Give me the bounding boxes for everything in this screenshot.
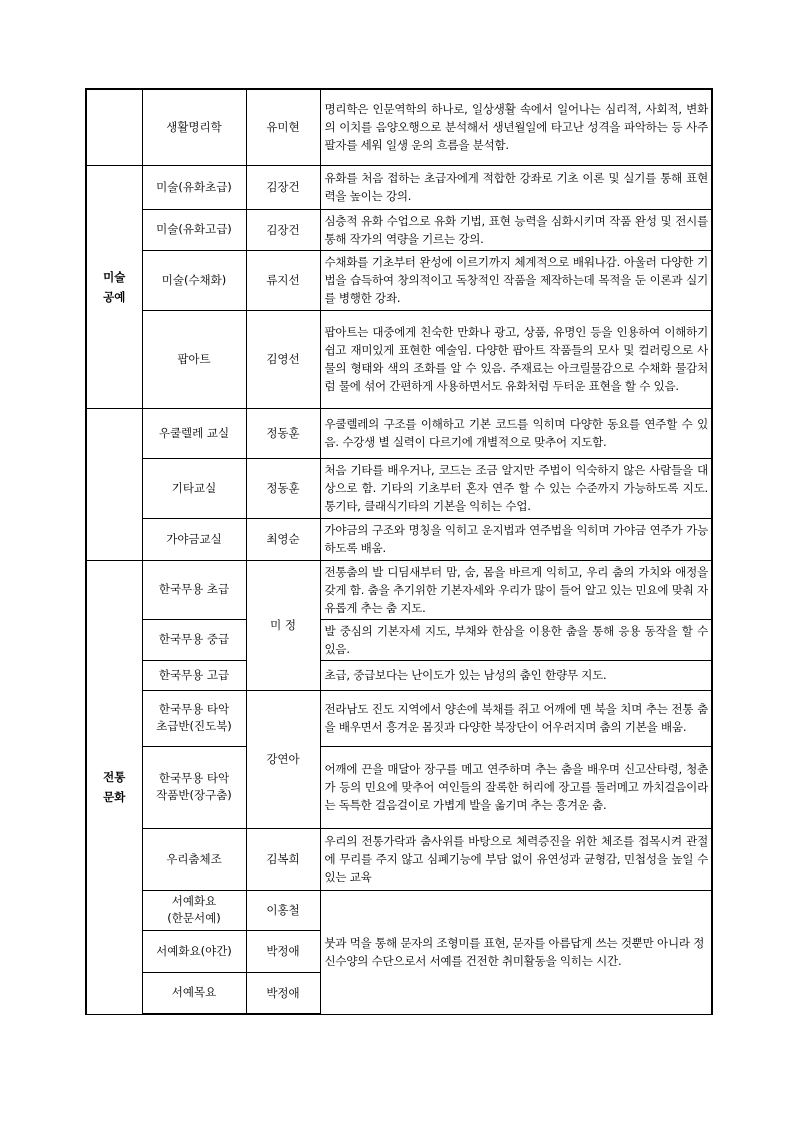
table-row [86, 209, 712, 250]
course-name [142, 746, 246, 828]
course-name: 서예목요 [142, 972, 246, 1014]
course-description: 가야금의 구조와 명칭을 익히고 운지법과 연주법을 익히며 가야금 연주가 가능하도록 배움. [320, 518, 712, 560]
course-name: 기타교실 [142, 458, 246, 518]
teacher-name: 미 정 [246, 560, 320, 690]
course-name: 우리춤체조 [142, 828, 246, 890]
course-description: 유화를 처음 접하는 초급자에게 적합한 강좌로 기초 이론 및 실기를 통해 표현력을 높이는 강의. [320, 165, 712, 209]
course-description: 전라남도 진도 지역에서 양손에 북채를 쥐고 어깨에 멘 북을 치며 추는 전통 춤을 배우면서 흥겨운 몸짓과 다양한 북장단이 어우러지며 춤의 기본을 배움. [320, 690, 712, 746]
teacher-name: 유미현 [246, 89, 320, 165]
course-description: 명리학은 인문역학의 하나로, 일상생활 속에서 일어나는 심리적, 사회적, 변화의 이치를 음양오행으로 분석해서 생년월일에 타고난 성격을 파악하는 등 사주팔자를 세워 일생 운의 흐름을 분석함. [320, 89, 712, 165]
course-name: 서예화요(야간) [142, 930, 246, 972]
course-name-line1: 한국무용 타악 [158, 771, 230, 785]
course-description: 우리의 전통가락과 춤사위를 바탕으로 체력증진을 위한 체조를 접목시켜 관절에 무리를 주지 않고 심폐기능에 부담 없이 유연성과 균형감, 민첩성을 높일 수 있는 교육 [320, 828, 712, 890]
category-label-line2: 공예 [103, 289, 126, 304]
course-name: 우쿨렐레 교실 [142, 408, 246, 458]
table-row [86, 89, 712, 165]
teacher-name: 정동훈 [246, 408, 320, 458]
table-row [86, 408, 712, 458]
course-description: 초급, 중급보다는 난이도가 있는 남성의 춤인 한량무 지도. [320, 660, 712, 690]
calligraphy-description: 붓과 먹을 통해 문자의 조형미를 표현, 문자를 아름답게 쓰는 것뿐만 아니라 정신수양의 수단으로서 서예를 건전한 취미활동을 익히는 시간. [320, 890, 712, 1014]
teacher-name: 김장건 [246, 165, 320, 209]
course-table [85, 88, 713, 1015]
teacher-name: 이홍철 [246, 890, 320, 930]
course-name [142, 690, 246, 746]
course-name-line2: 초급반(진도북) [156, 719, 232, 733]
category-cell-empty [86, 408, 142, 560]
course-name: 미술(유화고급) [142, 209, 246, 250]
category-cell-empty [86, 89, 142, 165]
table-row [86, 660, 712, 690]
course-name-line1: 한국무용 타악 [158, 702, 230, 716]
teacher-name: 최영순 [246, 518, 320, 560]
table-row [86, 458, 712, 518]
table-row [86, 310, 712, 408]
course-name: 생활명리학 [142, 89, 246, 165]
teacher-name: 김영선 [246, 310, 320, 408]
teacher-name: 강연아 [246, 690, 320, 828]
category-traditional-culture [86, 560, 142, 1014]
course-name: 한국무용 중급 [142, 619, 246, 660]
table-row [86, 690, 712, 746]
table-row [86, 619, 712, 660]
teacher-name: 김장건 [246, 209, 320, 250]
course-description: 처음 기타를 배우거나, 코드는 조금 알지만 주법이 익숙하지 않은 사람들을 대상으로 함. 기타의 기초부터 혼자 연주 할 수 있는 수준까지 가능하도록 지도. 통기타, 클래식기타의 기본을 익히는 수업. [320, 458, 712, 518]
table-row [86, 250, 712, 310]
teacher-name: 류지선 [246, 250, 320, 310]
course-description: 발 중심의 기본자세 지도, 부채와 한삼을 이용한 춤을 통해 응용 동작을 할 수 있음. [320, 619, 712, 660]
table-row [86, 518, 712, 560]
course-description: 심층적 유화 수업으로 유화 기법, 표현 능력을 심화시키며 작품 완성 및 전시를 통해 작가의 역량을 기르는 강의. [320, 209, 712, 250]
teacher-name: 박정애 [246, 972, 320, 1014]
table-row [86, 746, 712, 828]
table-row [86, 828, 712, 890]
course-name: 한국무용 고급 [142, 660, 246, 690]
course-name-line2: 작품반(장구춤) [156, 788, 232, 802]
course-name: 팝아트 [142, 310, 246, 408]
category-label-line1: 미술 [103, 269, 126, 284]
course-name-line1: 서예화요 [171, 894, 217, 908]
course-name: 가야금교실 [142, 518, 246, 560]
course-name: 미술(수채화) [142, 250, 246, 310]
course-name-line2: (한문서예) [167, 911, 221, 925]
teacher-name: 정동훈 [246, 458, 320, 518]
table-row [86, 165, 712, 209]
course-name: 미술(유화초급) [142, 165, 246, 209]
course-description: 어깨에 끈을 매달아 장구를 메고 연주하며 추는 춤을 배우며 신고산타령, 청춘가 등의 민요에 맞추어 여인들의 잘록한 허리에 장고를 둘러메고 까치걸음이라는 독특한 걸음걸이로 가볍게 발을 옮기며 추는 흥겨운 춤. [320, 746, 712, 828]
category-label-line1: 전통 [103, 770, 126, 784]
category-label-line2: 문화 [103, 790, 126, 804]
course-description: 우쿨렐레의 구조를 이해하고 기본 코드를 익히며 다양한 동요를 연주할 수 있음. 수강생 별 실력이 다르기에 개별적으로 맞추어 지도함. [320, 408, 712, 458]
category-art-craft [86, 165, 142, 408]
table-row [86, 560, 712, 619]
course-description: 전통춤의 발 디딤새부터 맘, 숨, 몸을 바르게 익히고, 우리 춤의 가치와 애정을 갖게 함. 춤을 추기위한 기본자세와 우리가 많이 들어 알고 있는 민요에 맞춰 자유롭게 추는 춤 지도. [320, 560, 712, 619]
course-name: 한국무용 초급 [142, 560, 246, 619]
course-description: 팝아트는 대중에게 친숙한 만화나 광고, 상품, 유명인 등을 인용하여 이해하기 쉽고 재미있게 표현한 예술임. 다양한 팝아트 작품들의 모사 및 컬러링으로 사물의 형태와 색의 조화를 알 수 있음. 주재료는 아크릴물감으로 수채화 물감처럼 물에 섞어 간편하게 사용하면서도 유화처럼 두터운 표현을 할 수 있음. [320, 310, 712, 408]
table-row [86, 890, 712, 930]
course-name [142, 890, 246, 930]
course-description: 수채화를 기초부터 완성에 이르기까지 체계적으로 배워나감. 아울러 다양한 기법을 습득하여 창의적이고 독창적인 작품을 제작하는데 목적을 둔 이론과 실기를 병행한 강좌. [320, 250, 712, 310]
teacher-name: 김복희 [246, 828, 320, 890]
teacher-name: 박정애 [246, 930, 320, 972]
